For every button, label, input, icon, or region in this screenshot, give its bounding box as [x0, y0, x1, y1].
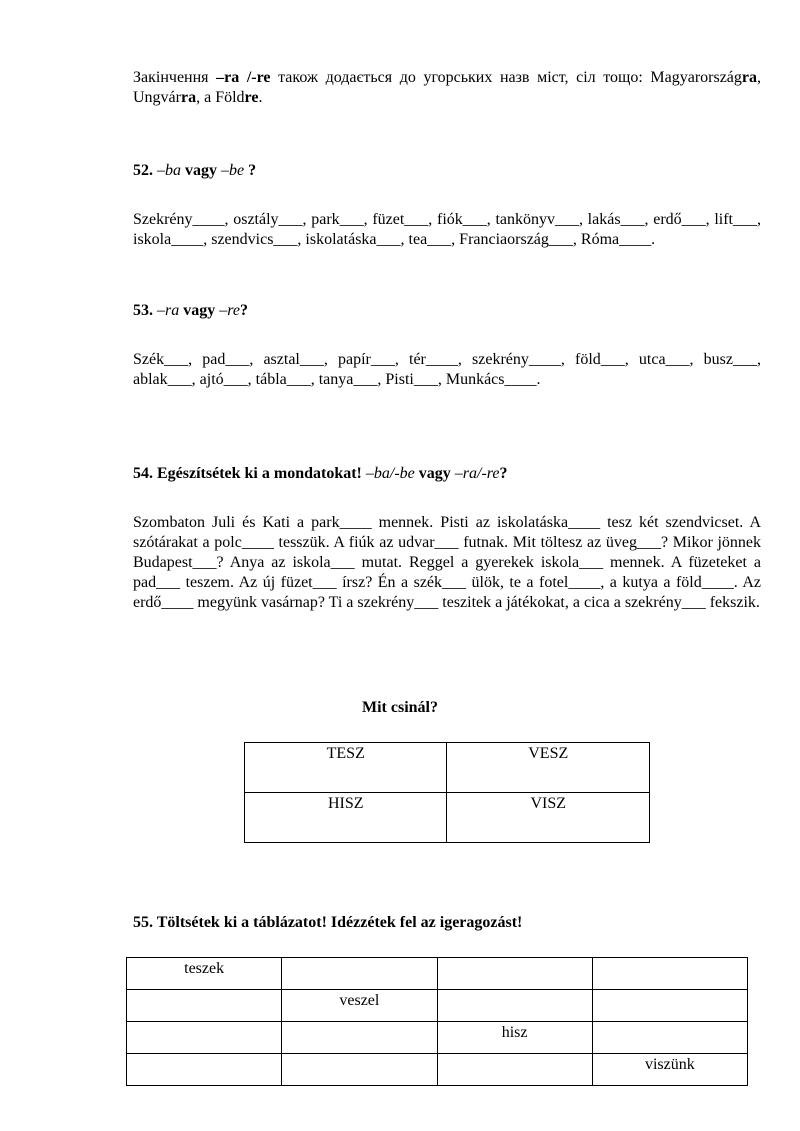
example-base: Ungvár — [133, 89, 181, 106]
table-cell — [592, 990, 747, 1022]
table-cell — [127, 1022, 282, 1054]
verb-cell: TESZ — [245, 743, 447, 793]
exercise-title: 54. Egészítsétek ki a mondatokat! — [133, 465, 362, 482]
question-mark: ? — [239, 302, 248, 319]
suffix-option: –ra — [153, 302, 184, 319]
suffix-option: –ra/-re — [450, 465, 500, 482]
table-cell — [282, 1022, 437, 1054]
exercise-title: 55. Töltsétek ki a táblázatot! Idézzétek fel az igeragozást! — [133, 914, 523, 931]
suffix-option: –re — [215, 302, 240, 319]
example-ending: ra — [741, 69, 758, 86]
example-base: a Föld — [204, 89, 245, 106]
table-row — [127, 1054, 748, 1086]
intro-endings: –ra /-re — [216, 69, 271, 86]
table-cell: hisz — [437, 1022, 592, 1054]
verb-cell: HISZ — [245, 793, 447, 843]
table-cell — [437, 990, 592, 1022]
table-cell — [127, 1054, 282, 1086]
table-row — [127, 1022, 748, 1054]
or-word: vagy — [418, 465, 451, 482]
table-cell: viszünk — [592, 1054, 747, 1086]
table-cell — [437, 1054, 592, 1086]
table-cell — [282, 1054, 437, 1086]
intro-paragraph — [133, 68, 761, 108]
conjugation-table — [126, 957, 748, 1086]
exercise-54-heading — [133, 464, 508, 484]
table-cell — [282, 958, 437, 990]
table-row — [245, 793, 650, 843]
exercise-52-heading — [133, 161, 256, 181]
suffix-option: –ba/-be — [361, 465, 419, 482]
verb-cell: VESZ — [447, 743, 650, 793]
or-word: vagy — [185, 162, 217, 179]
table-cell — [437, 958, 592, 990]
example-ending: re — [244, 89, 259, 106]
exercise-54-text: Szombaton Juli és Kati a park____ mennek. Pisti az iskolatáska____ tesz két szendvicset. A szótárakat a polc____ tesszük. A fiúk az udvar___ futnak. Mit töltesz az üveg___? Mikor jönnek Budapest___? Anya az iskola___ mutat. Reggel a gyerekek iskola___ mennek. A füzeteket a pad___ teszem. Az új füzet___ írsz? Én a szék___ ülök, te a fotel____, a kutya a föld____. Az erdő____ megyünk vasárnap? Ti a szekrény___ teszitek a játékokat, a cica a szekrény___ fekszik. — [133, 514, 761, 611]
mit-csinal-title: Mit csinál? — [362, 699, 438, 716]
separator: , — [757, 69, 762, 86]
table-cell — [592, 958, 747, 990]
intro-text: також додається до угорських назв міст, сіл тощо: — [270, 69, 651, 86]
separator: , — [196, 89, 205, 106]
table-cell — [592, 1022, 747, 1054]
exercise-number: 52. — [133, 162, 153, 179]
example-ending: ra — [180, 89, 197, 106]
table-cell: veszel — [282, 990, 437, 1022]
suffix-option: –be — [217, 162, 249, 179]
exercise-53-heading — [133, 301, 248, 321]
question-mark: ? — [499, 465, 508, 482]
exercise-number: 53. — [133, 302, 153, 319]
verb-cell: VISZ — [447, 793, 650, 843]
exercise-53-text: Szék___, pad___, asztal___, papír___, tér____, szekrény____, föld___, utca___, busz___, ablak___, ajtó___, tábla___, tanya___, Pisti___, Munkács____. — [133, 351, 761, 388]
example-base: Magyarország — [650, 69, 742, 86]
table-row — [127, 958, 748, 990]
table-cell: teszek — [127, 958, 282, 990]
table-cell — [127, 990, 282, 1022]
table-row — [245, 743, 650, 793]
exercise-52-text: Szekrény____, osztály___, park___, füzet___, fiók___, tankönyv___, lakás___, erdő___, lift___, iskola____, szendvics___, iskolatáska___, tea___, Franciaország___, Róma____. — [133, 211, 761, 248]
separator: . — [258, 89, 263, 106]
intro-prefix: Закінчення — [133, 69, 217, 86]
or-word: vagy — [183, 302, 216, 319]
table-row — [127, 990, 748, 1022]
exercise-55-heading — [133, 913, 522, 933]
verbs-table — [244, 742, 650, 843]
question-mark: ? — [248, 162, 257, 179]
suffix-option: –ba — [153, 162, 185, 179]
